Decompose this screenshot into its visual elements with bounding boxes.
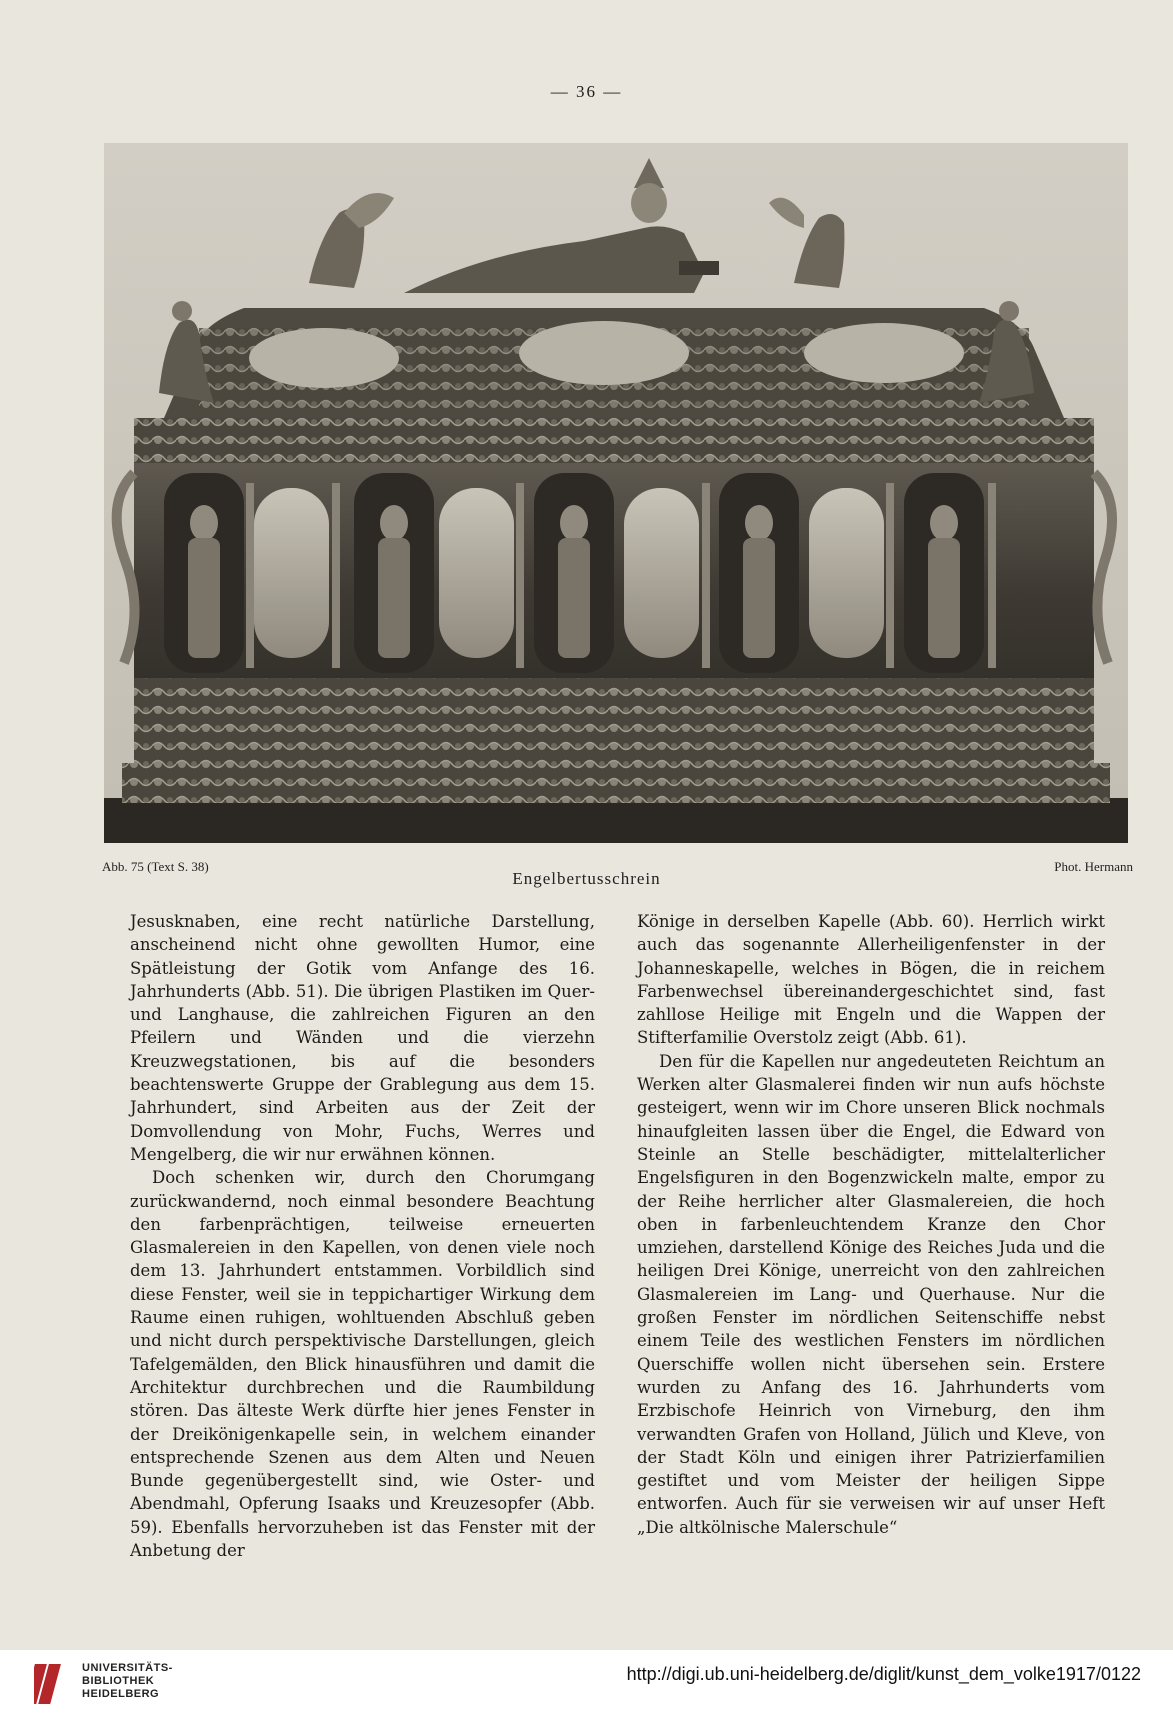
figure-number-label: Abb. 75 (Text S. 38) bbox=[102, 859, 209, 874]
paragraph: Doch schenken wir, durch den Chorumgang zurückwandernd, noch einmal besondere Beachtung den farbenprächtigen, teilweise erneuerten Glasmalereien in den Kapellen, von denen viele noch dem 13. Jahrhundert entstammen. Vorbildlich sind diese Fenster, weil sie in teppichartiger Wirkung dem Raume einen ruhigen, wohltuenden Abschluß geben und nicht durch perspektivische Darstellungen, gleich Tafelgemälden, den Blick hinausführen und damit die Architektur durchbrechen und die Raumbildung stören. Das älteste Werk dürfte hier jenes Fenster in der Dreikönigenkapelle sein, in welchem einander entsprechende Szenen aus dem Alten und Neuen Bunde gegenübergestellt sind, wie Oster- und Abendmahl, Opferung Isaaks und Kreuzesopfer (Abb. 59). Ebenfalls hervorzuheben ist das Fenster mit der Anbetung der bbox=[130, 1168, 595, 1561]
paragraph: Jesusknaben, eine recht natürliche Darstellung, anscheinend nicht ohne gewollten Humor, eine Spätleistung der Gotik vom Anfange des 16. Jahrhunderts (Abb. 51). Die übrigen Plastiken im Quer- und Langhause, die zahlreichen Figuren an den Pfeilern und Wänden und die vierzehn Kreuzwegstationen, bis auf die besonders beachtenswerte Gruppe der Grablegung aus dem 15. Jahrhundert, sind Arbeiten aus der Zeit der Domvollendung von Mohr, Fuchs, Werres und Mengelberg, die wir nur erwähnen können. bbox=[130, 912, 595, 1164]
text-column-left bbox=[130, 910, 595, 1562]
institution-line: HEIDELBERG bbox=[82, 1688, 160, 1700]
photo-credit: Phot. Hermann bbox=[1054, 859, 1133, 874]
text-column-right bbox=[637, 910, 1105, 1539]
paragraph: Den für die Kapellen nur angedeuteten Reichtum an Werken alter Glasmalerei finden wir nun aufs höchste gesteigert, wenn wir im Chore unseren Blick nochmals hinaufgleiten lassen über die Engel, die Edward von Steinle an Stelle beschädigter, mittelalterlicher Engelsfiguren in den Bogenzwickeln malte, empor zu der Reihe herrlicher alter Glasmalereien, die hoch oben in farbenleuchtendem Kranze den Chor umziehen, darstellend Könige des Reiches Juda und die heiligen Drei Könige, unerreicht von den zahlreichen Glasmalereien im Lang- und Querhause. Nur die großen Fenster im nördlichen Seitenschiffe nebst einem Teile des westlichen Fensters im nördlichen Querschiffe wollen nicht übersehen sein. Erstere wurden zu Anfang des 16. Jahrhunderts vom Erzbischofe Heinrich von Virneburg, den ihm verwandten Grafen von Holland, Jülich und Kleve, von der Stadt Köln und einigen ihrer Patrizierfamilien gestiftet und vom Meister der heiligen Sippe entworfen. Auch für sie verweisen wir auf unser Heft „Die altkölnische Malerschule“ bbox=[637, 1051, 1105, 1537]
paragraph: Könige in derselben Kapelle (Abb. 60). Herrlich wirkt auch das sogenannte Allerheiligenfenster in der Johanneskapelle, welches in Bögen, die in reichem Farbenwechsel übereinandergeschichtet sind, fast zahllose Heilige mit Engeln und die Wappen der Stifterfamilie Overstolz zeigt (Abb. 61). bbox=[637, 912, 1105, 1048]
footer-bar bbox=[0, 1650, 1173, 1721]
institution-name bbox=[82, 1662, 173, 1701]
source-url-link[interactable]: http://digi.ub.uni-heidelberg.de/diglit/kunst_dem_volke1917/0122 bbox=[626, 1664, 1141, 1684]
shrine-photograph bbox=[104, 143, 1128, 843]
page-number: — 36 — bbox=[550, 82, 623, 101]
engelbertus-shrine-image bbox=[104, 143, 1128, 843]
university-logo-icon bbox=[34, 1660, 74, 1710]
figure-title: Engelbertusschrein bbox=[512, 869, 661, 888]
institution-line: BIBLIOTHEK bbox=[82, 1675, 155, 1687]
institution-line: UNIVERSITÄTS- bbox=[82, 1662, 173, 1674]
